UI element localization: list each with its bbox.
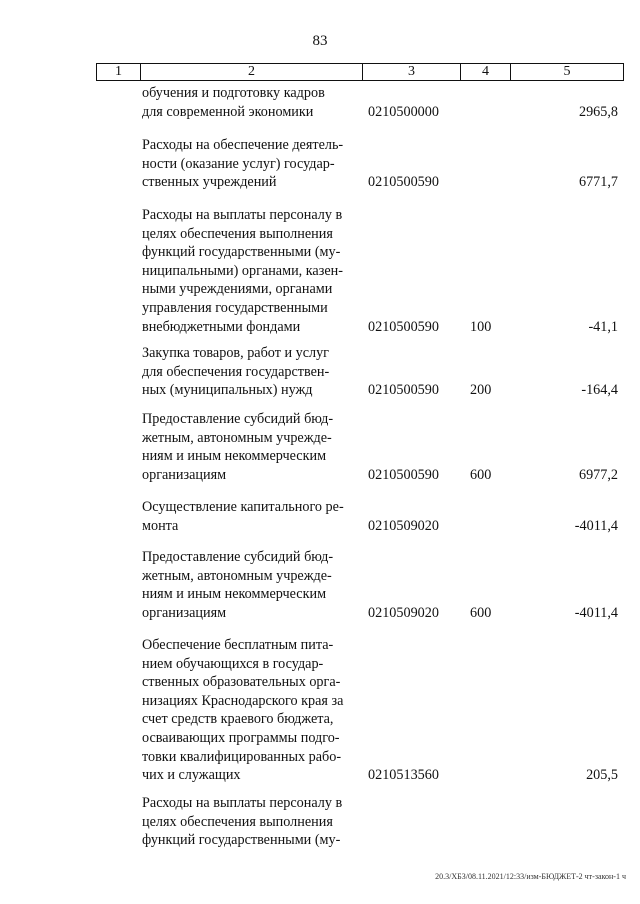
description-line: функций государственными (му- <box>142 832 341 849</box>
document-footer: 20.3/ХБЗ/08.11.2021/12:33/изм-БЮДЖЕТ-2 чт-закон-1 ч <box>435 872 626 881</box>
description-line: нием обучающихся в государ- <box>142 655 324 672</box>
description-line: целях обеспечения выполнения <box>142 225 333 242</box>
header-col-4: 4 <box>461 64 511 80</box>
description-line: внебюджетными фондами <box>142 318 301 335</box>
description-line: управления государственными <box>142 299 328 316</box>
row-amount: 2965,8 <box>578 103 618 120</box>
row-amount: -4011,4 <box>574 517 618 534</box>
description-line: целях обеспечения выполнения <box>142 813 333 830</box>
row-description <box>142 548 360 622</box>
row-expense-type: 100 <box>470 318 492 335</box>
description-line: ниям и иным некоммерческим <box>142 586 327 603</box>
row-description <box>142 344 360 400</box>
row-description <box>142 794 360 850</box>
row-code: 0210509020 <box>368 517 439 534</box>
row-code: 0210513560 <box>368 767 439 784</box>
row-description <box>142 136 360 192</box>
row-code: 0210500590 <box>368 174 439 191</box>
description-line: ниципальными) органами, казен- <box>142 262 343 279</box>
row-code: 0210509020 <box>368 604 439 621</box>
description-line: ственных образовательных орга- <box>142 674 341 691</box>
description-line: для современной экономики <box>142 103 314 120</box>
row-amount: -164,4 <box>581 382 618 399</box>
header-col-3: 3 <box>363 64 461 80</box>
description-line: Предоставление субсидий бюд- <box>142 549 334 565</box>
description-line: Осуществление капитального ре- <box>142 499 344 515</box>
row-amount: 6977,2 <box>578 466 618 483</box>
description-line: счет средств краевого бюджета, <box>142 711 334 728</box>
row-amount: -4011,4 <box>574 604 618 621</box>
row-description <box>142 410 360 484</box>
row-code: 0210500590 <box>368 318 439 335</box>
description-line: функций государственными (му- <box>142 244 341 261</box>
row-expense-type: 200 <box>470 382 492 399</box>
description-line: организациям <box>142 466 227 483</box>
row-code: 0210500590 <box>368 466 439 483</box>
row-description <box>142 206 360 336</box>
description-line: жетным, автономным учрежде- <box>142 429 332 446</box>
description-line: Расходы на выплаты персоналу в <box>142 207 343 223</box>
description-line: Обеспечение бесплатным пита- <box>142 637 334 653</box>
description-line: обучения и подготовку кадров <box>142 85 325 101</box>
description-line: осваивающих программы подго- <box>142 729 340 746</box>
description-line: для обеспечения государствен- <box>142 363 330 380</box>
row-amount: 205,5 <box>586 767 618 784</box>
description-line: организациям <box>142 604 227 621</box>
row-amount: -41,1 <box>588 318 618 335</box>
description-line: монта <box>142 517 179 534</box>
description-line: ности (оказание услуг) государ- <box>142 155 335 172</box>
description-line: Предоставление субсидий бюд- <box>142 411 334 427</box>
description-line: ниям и иным некоммерческим <box>142 448 327 465</box>
table-header <box>96 63 624 81</box>
page-number: 83 <box>312 33 328 49</box>
description-line: Расходы на обеспечение деятель- <box>142 137 344 153</box>
row-code: 0210500000 <box>368 103 439 120</box>
row-expense-type: 600 <box>470 604 492 621</box>
description-line: Закупка товаров, работ и услуг <box>142 345 329 361</box>
row-description <box>142 636 360 785</box>
description-line: товки квалифицированных рабо- <box>142 748 342 765</box>
header-col-2: 2 <box>141 64 363 80</box>
description-line: ных (муниципальных) нужд <box>142 382 313 399</box>
description-line: низациях Краснодарского края за <box>142 692 344 709</box>
description-line: ными учреждениями, органами <box>142 281 333 298</box>
header-col-1: 1 <box>97 64 141 80</box>
description-line: Расходы на выплаты персоналу в <box>142 795 343 811</box>
description-line: ственных учреждений <box>142 174 277 191</box>
description-line: чих и служащих <box>142 767 241 784</box>
row-description <box>142 84 360 121</box>
row-expense-type: 600 <box>470 466 492 483</box>
row-amount: 6771,7 <box>578 174 618 191</box>
description-line: жетным, автономным учрежде- <box>142 567 332 584</box>
header-col-5: 5 <box>563 64 571 79</box>
row-description <box>142 498 360 535</box>
row-code: 0210500590 <box>368 382 439 399</box>
